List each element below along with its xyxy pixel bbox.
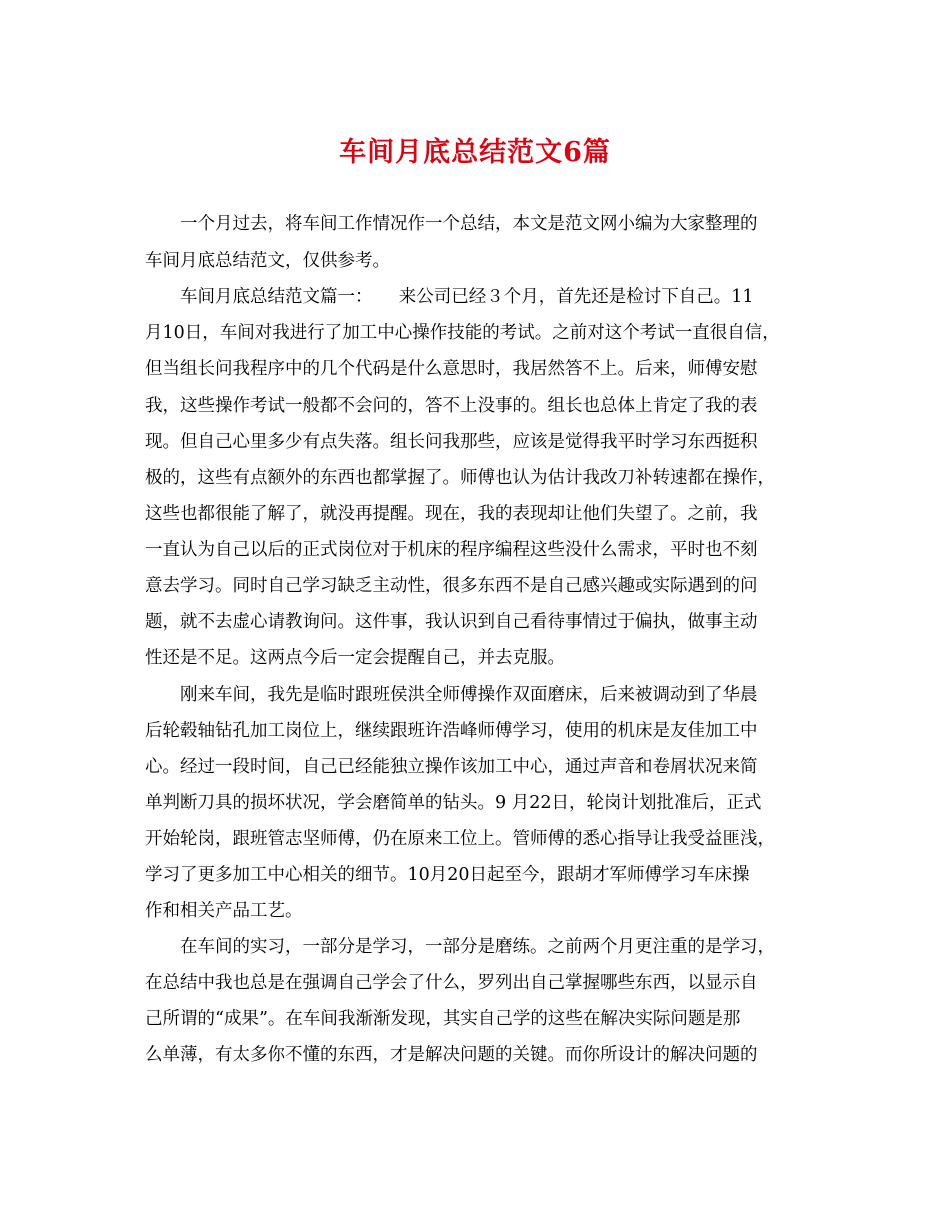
- paragraph-line: 意去学习。同时自己学习缺乏主动性，很多东西不是自己感兴趣或实际遇到的问: [145, 576, 758, 596]
- paragraph-line: 题，就不去虚心请教询问。这件事，我认识到自己看待事情过于偏执，做事主动: [145, 612, 758, 632]
- paragraph-line: 一直认为自己以后的正式岗位对于机床的程序编程这些没什么需求，平时也不刻: [145, 540, 758, 560]
- paragraph-line: 在总结中我也总是在强调自己学会了什么，罗列出自己掌握哪些东西，以显示自: [145, 973, 758, 993]
- paragraph-line: 车间月底总结范文，仅供参考。: [145, 251, 390, 271]
- paragraph-line: 开始轮岗，跟班管志坚师傅，仍在原来工位上。管师傅的悉心指导让我受益匪浅，: [145, 829, 775, 849]
- paragraph-line: 月10日，车间对我进行了加工中心操作技能的考试。之前对这个考试一直很自信，: [145, 323, 780, 343]
- paragraph-line: 己所谓的“成果”。在车间我渐渐发现，其实自己学的这些在解决实际问题是那: [145, 1009, 741, 1029]
- paragraph-line: 现。但自己心里多少有点失落。组长问我那些，应该是觉得我平时学习东西挺积: [145, 432, 758, 452]
- paragraph-line: 在车间的实习，一部分是学习，一部分是磨练。之前两个月更注重的是学习，: [180, 937, 775, 957]
- paragraph-line: 学习了更多加工中心相关的细节。10月20日起至今，跟胡才军师傅学习车床操: [145, 865, 750, 885]
- paragraph-line: 这些也都很能了解了，就没再提醒。现在，我的表现却让他们失望了。之前，我: [145, 504, 758, 524]
- paragraph-line: 车间月底总结范文篇一： 来公司已经３个月，首先还是检讨下自己。11: [180, 287, 754, 307]
- paragraph-line: 单判断刀具的损坏状况，学会磨简单的钻头。9 月22日，轮岗计划批准后，正式: [145, 793, 762, 813]
- paragraph-line: 性还是不足。这两点今后一定会提醒自己，并去克服。: [145, 648, 565, 668]
- paragraph-line: 极的，这些有点额外的东西也都掌握了。师傅也认为估计我改刀补转速都在操作，: [145, 468, 775, 488]
- paragraph-line: 我，这些操作考试一般都不会问的，答不上没事的。组长也总体上肯定了我的表: [145, 396, 758, 416]
- paragraph-line: 么单薄，有太多你不懂的东西，才是解决问题的关键。而你所设计的解决问题的: [145, 1045, 758, 1065]
- paragraph-line: 但当组长问我程序中的几个代码是什么意思时，我居然答不上。后来，师傅安慰: [145, 359, 758, 379]
- paragraph-line: 后轮毂轴钻孔加工岗位上，继续跟班许浩峰师傅学习，使用的机床是友佳加工中: [145, 721, 758, 741]
- paragraph-line: 一个月过去，将车间工作情况作一个总结，本文是范文网小编为大家整理的: [180, 214, 758, 234]
- paragraph-line: 心。经过一段时间，自己已经能独立操作该加工中心，通过声音和卷屑状况来简: [145, 757, 758, 777]
- paragraph-line: 作和相关产品工艺。: [145, 901, 303, 921]
- paragraph-line: 刚来车间，我先是临时跟班侯洪全师傅操作双面磨床，后来被调动到了华晨: [180, 685, 758, 705]
- document-title: 车间月底总结范文6篇: [339, 137, 611, 168]
